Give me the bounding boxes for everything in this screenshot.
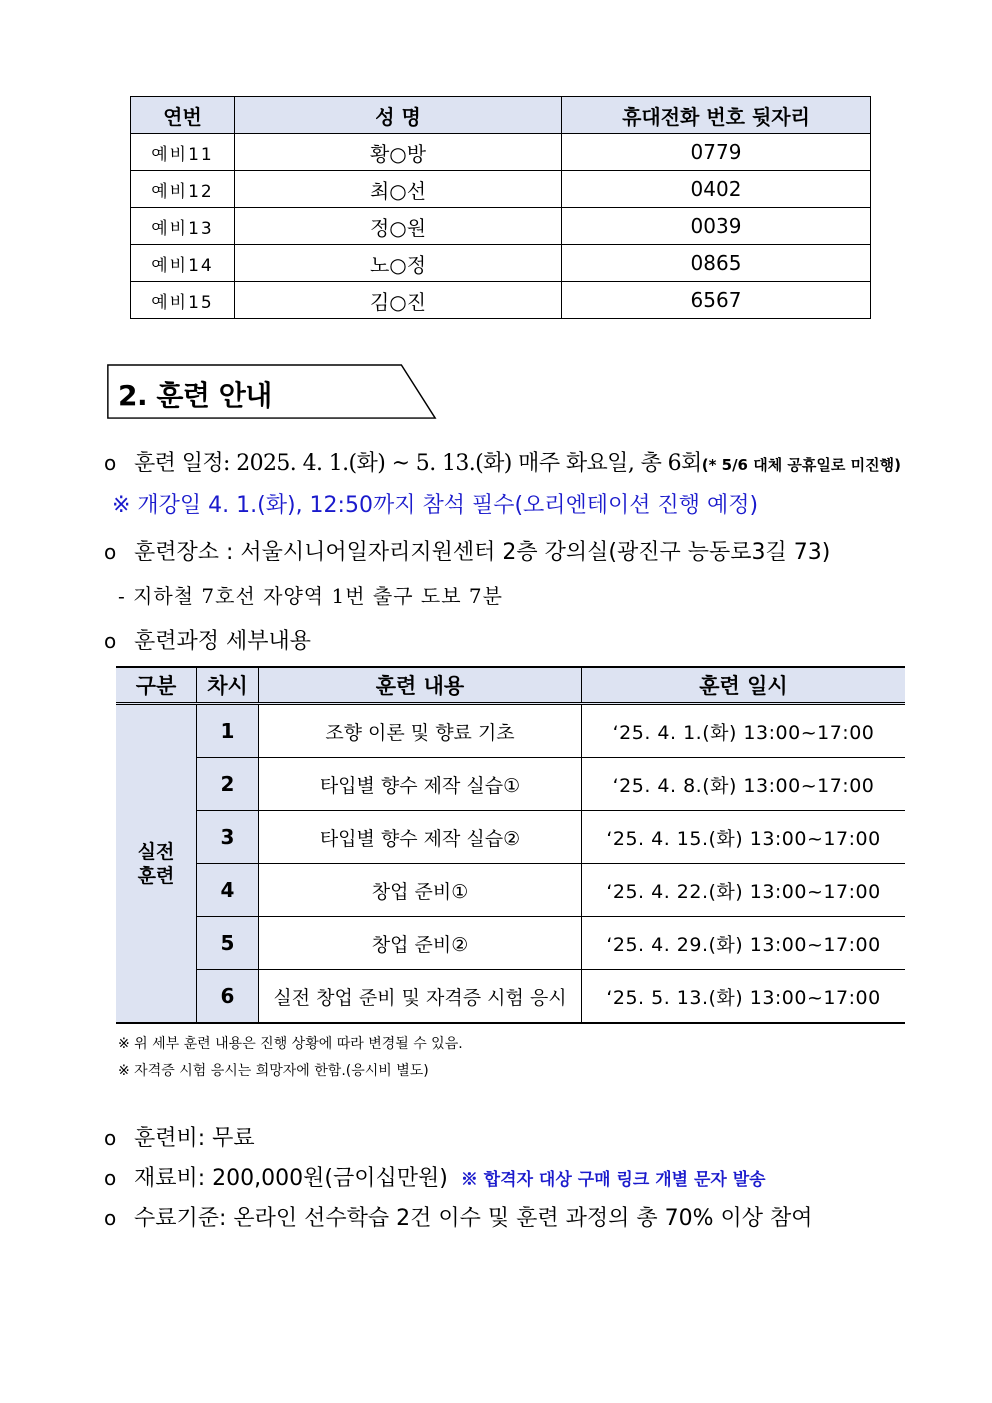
session-datetime: ‘25. 4. 1.(화) 13:00~17:00 (582, 704, 906, 758)
col-header-session: 차시 (197, 667, 259, 704)
bullet-icon: o (104, 1126, 117, 1150)
table-row (131, 282, 871, 319)
section-title: 2. 훈련 안내 (118, 379, 272, 412)
seq-cell: 예비12 (131, 171, 235, 208)
material-fee-line (104, 1161, 766, 1192)
seq-cell: 예비13 (131, 208, 235, 245)
seq-cell: 예비11 (131, 134, 235, 171)
table-row (116, 864, 905, 917)
session-datetime: ‘25. 4. 15.(화) 13:00~17:00 (582, 811, 906, 864)
session-number: 1 (197, 704, 259, 758)
table-row (116, 970, 905, 1024)
col-header-seq: 연번 (131, 97, 235, 134)
footnote-exam: ※ 자격증 시험 응시는 희망자에 한함.(응시비 별도) (118, 1063, 429, 1079)
session-number: 3 (197, 811, 259, 864)
category-cell: 실전 훈련 (116, 704, 197, 1024)
session-number: 2 (197, 758, 259, 811)
session-number: 5 (197, 917, 259, 970)
location-text: 훈련장소 : 서울시니어일자리지원센터 2층 강의실(광진구 능동로3길 73) (134, 540, 831, 565)
location-line (104, 535, 830, 566)
table-row (131, 134, 871, 171)
directions-text: - 지하철 7호선 자양역 1번 출구 도보 7분 (118, 584, 503, 608)
training-fee-line (104, 1121, 255, 1152)
phone-cell: 6567 (562, 282, 871, 319)
completion-text: 수료기준: 온라인 선수학습 2건 이수 및 훈련 과정의 총 70% 이상 참여 (134, 1206, 813, 1231)
bullet-icon: o (104, 629, 117, 653)
phone-cell: 0039 (562, 208, 871, 245)
schedule-text: 훈련 일정: 2025. 4. 1.(화) ~ 5. 13.(화) 매주 화요일, 총 6회 (134, 451, 702, 476)
table-row (116, 704, 905, 758)
course-detail-line (104, 624, 311, 655)
table-row (116, 811, 905, 864)
session-content: 조향 이론 및 향료 기초 (259, 704, 582, 758)
bullet-icon: o (104, 1206, 117, 1230)
phone-cell: 0779 (562, 134, 871, 171)
seq-cell: 예비14 (131, 245, 235, 282)
session-datetime: ‘25. 4. 29.(화) 13:00~17:00 (582, 917, 906, 970)
session-content: 타입별 향수 제작 실습② (259, 811, 582, 864)
name-cell: 최○선 (235, 171, 562, 208)
col-header-name: 성 명 (235, 97, 562, 134)
training-fee-text: 훈련비: 무료 (134, 1126, 255, 1151)
footnote-change: ※ 위 세부 훈련 내용은 진행 상황에 따라 변경될 수 있음. (118, 1036, 463, 1052)
name-cell: 정○원 (235, 208, 562, 245)
phone-cell: 0865 (562, 245, 871, 282)
course-schedule-table (116, 666, 905, 1024)
session-datetime: ‘25. 4. 8.(화) 13:00~17:00 (582, 758, 906, 811)
table-row (116, 758, 905, 811)
name-cell: 노○정 (235, 245, 562, 282)
bullet-icon: o (104, 540, 117, 564)
col-header-phone: 휴대전화 번호 뒷자리 (562, 97, 871, 134)
session-number: 4 (197, 864, 259, 917)
session-datetime: ‘25. 4. 22.(화) 13:00~17:00 (582, 864, 906, 917)
schedule-note: (* 5/6 대체 공휴일로 미진행) (701, 456, 901, 474)
col-header-category: 구분 (116, 667, 197, 704)
table-row (131, 208, 871, 245)
name-cell: 김○진 (235, 282, 562, 319)
session-content: 창업 준비② (259, 917, 582, 970)
reserve-candidate-table (130, 96, 871, 319)
session-content: 실전 창업 준비 및 자격증 시험 응시 (259, 970, 582, 1024)
bullet-icon: o (104, 451, 117, 475)
session-number: 6 (197, 970, 259, 1024)
phone-cell: 0402 (562, 171, 871, 208)
table-row (116, 917, 905, 970)
table-row (131, 171, 871, 208)
table-row (131, 245, 871, 282)
session-content: 타입별 향수 제작 실습① (259, 758, 582, 811)
opening-notice: ※ 개강일 4. 1.(화), 12:50까지 참석 필수(오리엔테이션 진행 예정) (112, 493, 759, 518)
material-fee-text: 재료비: 200,000원(금이십만원) (134, 1166, 448, 1191)
name-cell: 황○방 (235, 134, 562, 171)
course-detail-heading: 훈련과정 세부내용 (134, 629, 312, 654)
session-content: 창업 준비① (259, 864, 582, 917)
table-header-row (116, 667, 905, 704)
session-datetime: ‘25. 5. 13.(화) 13:00~17:00 (582, 970, 906, 1024)
completion-line (104, 1201, 813, 1232)
schedule-line (104, 446, 901, 477)
seq-cell: 예비15 (131, 282, 235, 319)
table-header-row (131, 97, 871, 134)
bullet-icon: o (104, 1166, 117, 1190)
col-header-datetime: 훈련 일시 (582, 667, 906, 704)
material-fee-note: ※ 합격자 대상 구매 링크 개별 문자 발송 (460, 1170, 766, 1190)
col-header-content: 훈련 내용 (259, 667, 582, 704)
